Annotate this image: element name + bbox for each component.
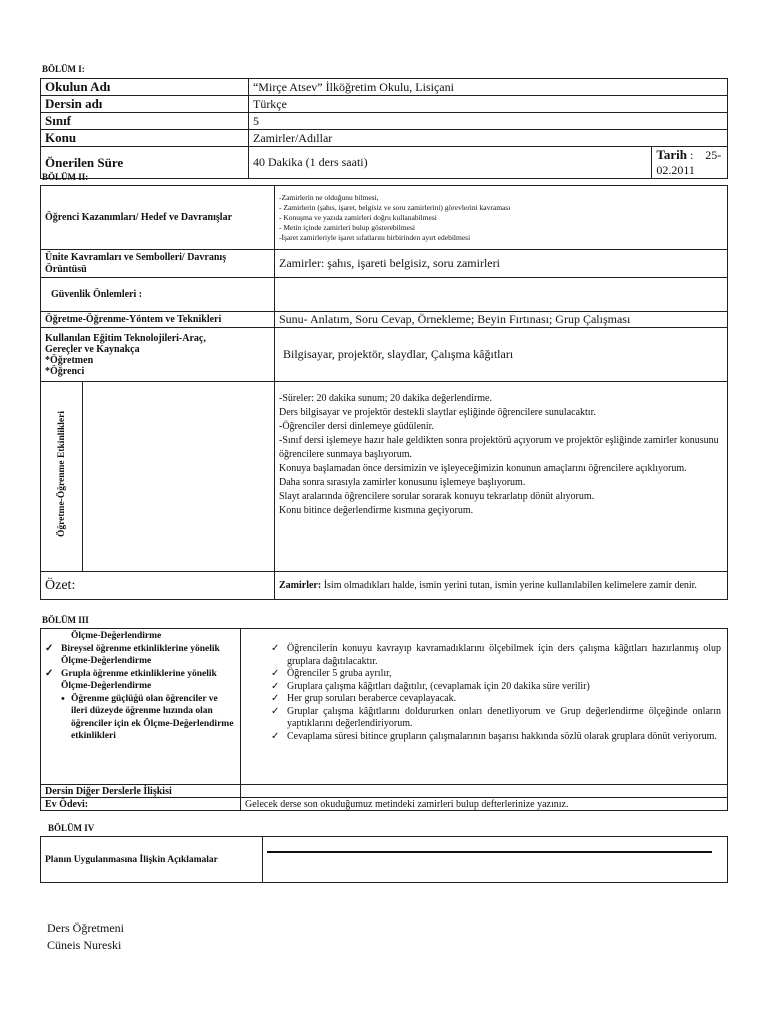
duration-row: [41, 147, 728, 179]
evaluation-step: ✓ Her grup soruları beraberce cevaplayacak.: [271, 693, 721, 706]
gains-label: Öğrenci Kazanımları/ Hedef ve Davranışlar: [41, 186, 275, 250]
summary-row: [41, 572, 728, 600]
activities-row: [41, 382, 728, 572]
evaluation-step: ✓ Cevaplama süresi bitince grupların çalışmalarının başarısı hakkında sözlü olarak gruplara dönüt veriyorum.: [271, 731, 721, 744]
date-cell: Tarih : 25-02.2011: [652, 147, 728, 179]
evaluation-steps: [271, 643, 721, 743]
date-value: 25-02.2011: [656, 148, 722, 177]
concepts-row: [41, 250, 728, 278]
activity-line: -Sınıf dersi işlemeye hazır hale geldikten sonra projektörü açıyorum ve projektör eşliğinde zamirler konusunu öğrencilere sunmaya başlıyorum.: [279, 435, 719, 460]
gains-list: [275, 186, 728, 250]
course-value: Türkçe: [248, 96, 727, 113]
section-3-table: [40, 628, 728, 811]
section-2-table: [40, 185, 728, 600]
activities-text: [275, 382, 728, 572]
materials-label-line: *Öğretmen: [45, 354, 94, 366]
evaluation-check-item: ✓ Grupla öğrenme etkinliklerine yönelik Ölçme-Değerlendirme: [45, 668, 236, 693]
summary-label: Özet: [45, 577, 72, 593]
materials-label: [41, 328, 275, 382]
summary-text-cell: [275, 572, 728, 600]
duration-label: Önerilen Süre: [41, 147, 249, 179]
signature-role: Ders Öğretmeni: [47, 921, 124, 935]
school-value: “Mirçe Atsev” İlköğretim Okulu, Lisiçani: [248, 79, 727, 96]
evaluation-heading: Ölçme-Değerlendirme: [71, 631, 162, 641]
evaluation-bullets: [45, 693, 236, 743]
section-1-table: [40, 78, 728, 179]
activity-line: -Süreler: 20 dakika sunum; 20 dakika değerlendirme.: [279, 393, 492, 404]
safety-label: Güvenlik Önlemleri :: [41, 278, 275, 312]
topic-row: [41, 130, 728, 147]
activities-spacer: [83, 382, 275, 572]
activity-line: Slayt aralarında öğrencilere sorular sorarak konuyu tekrarlatıp dönüt alıyorum.: [279, 491, 595, 502]
grade-row: [41, 113, 728, 130]
evaluation-step: ✓ Gruplar çalışma kâğıtlarını doldururken onları denetliyorum ve Grup değerlendirme ölçeğinde onların yaptıklarını değerlendiriyorum.: [271, 706, 721, 731]
evaluation-row: [41, 629, 728, 785]
section-4-table: [40, 836, 728, 883]
safety-value: [275, 278, 728, 312]
activity-line: Daha sonra sırasıyla zamirler konusunu işlemeye başlıyorum.: [279, 477, 526, 488]
materials-label-line: Gereçler ve Kaynakça: [45, 343, 140, 355]
course-label: Dersin adı: [41, 96, 249, 113]
relation-row: [41, 785, 728, 798]
section-3-title: BÖLÜM III: [42, 615, 89, 625]
evaluation-check-item: ✓ Bireysel öğrenme etkinliklerine yönelik Ölçme-Değerlendirme: [45, 643, 236, 668]
evaluation-step: ✓ Öğrenciler 5 gruba ayrılır,: [271, 668, 721, 681]
topic-value: Zamirler/Adıllar: [248, 130, 727, 147]
summary-text: İsim olmadıkları halde, ismin yerini tutan, ismin yerine kullanılabilen kelimelere zamir denir.: [321, 579, 697, 591]
concepts-value: Zamirler: şahıs, işareti belgisiz, soru zamirleri: [275, 250, 728, 278]
plan-notes-label: Planın Uygulanmasına İlişkin Açıklamalar: [41, 837, 263, 883]
plan-notes-line: [267, 851, 712, 853]
safety-row: [41, 278, 728, 312]
materials-row: [41, 328, 728, 382]
signature-name: Cüneis Nureski: [47, 938, 122, 952]
evaluation-step: ✓ Öğrencilerin konuyu kavrayıp kavramadıklarını ölçebilmek için ders çalışma kâğıtları hazırlanmış olup gruplara dağıtılacaktır.: [271, 643, 721, 668]
activity-line: -Öğrenciler dersi dinlemeye güdülenir.: [279, 421, 434, 432]
section-2-title: BÖLÜM II:: [42, 172, 89, 182]
activities-label: Öğretme-Öğrenme Etkinlikleri: [56, 410, 67, 538]
homework-value: Gelecek derse son okuduğumuz metindeki zamirleri bulup defterlerinize yazınız.: [241, 798, 728, 811]
activities-label-cell: [41, 382, 83, 572]
gains-item: - Zamirlerin (şahıs, işaret, belgisiz ve soru zamirlerini) görevlerini kavraması: [279, 202, 511, 212]
grade-label: Sınıf: [41, 113, 249, 130]
gains-item: -İşaret zamirleriyle işaret sıfatlarını birbirinden ayırt edebilmesi: [279, 232, 471, 242]
evaluation-checks: [45, 643, 236, 693]
topic-label: Konu: [41, 130, 249, 147]
plan-notes-value-cell: [263, 837, 728, 883]
gains-row: [41, 186, 728, 250]
methods-value: Sunu- Anlatım, Soru Cevap, Örnekleme; Beyin Fırtınası; Grup Çalışması: [275, 312, 728, 328]
materials-label-line: *Öğrenci: [45, 365, 85, 377]
homework-row: [41, 798, 728, 811]
summary-label-cell: Özet:: [41, 572, 275, 600]
summary-term: Zamirler:: [279, 579, 322, 591]
methods-row: [41, 312, 728, 328]
school-row: [41, 79, 728, 96]
evaluation-left: [41, 629, 241, 785]
evaluation-right: [241, 629, 728, 785]
section-1-title: BÖLÜM I:: [42, 64, 85, 74]
signature-block: [47, 920, 124, 954]
methods-label: Öğretme-Öğrenme-Yöntem ve Teknikleri: [41, 312, 275, 328]
duration-value: 40 Dakika (1 ders saati): [248, 147, 651, 179]
activity-line: Konuya başlamadan önce dersimizin ve işleyeceğimizin konunun amaçlarını öğrencilere açıklıyorum.: [279, 463, 687, 474]
grade-value: 5: [248, 113, 727, 130]
date-label: Tarih: [656, 147, 687, 162]
school-label: Okulun Adı: [41, 79, 249, 96]
gains-item: - Konuşma ve yazıda zamirleri doğru kullanabilmesi: [279, 212, 437, 222]
activity-line: Ders bilgisayar ve projektör destekli slaytlar eşliğinde öğrencilere sunulacaktır.: [279, 407, 596, 418]
relation-value: [241, 785, 728, 798]
materials-label-line: Kullanılan Eğitim Teknolojileri-Araç,: [45, 332, 206, 344]
materials-value: Bilgisayar, projektör, slaydlar, Çalışma kâğıtları: [275, 328, 728, 382]
relation-label: Dersin Diğer Derslerle İlişkisi: [41, 785, 241, 798]
plan-notes-row: [41, 837, 728, 883]
gains-item: - Metin içinde zamirleri bulup gösterebilmesi: [279, 222, 416, 232]
section-4-title: BÖLÜM IV: [48, 823, 95, 833]
homework-label: Ev Ödevi:: [41, 798, 241, 811]
gains-item: -Zamirlerin ne olduğunu bilmesi,: [279, 192, 379, 202]
evaluation-step: ✓ Gruplara çalışma kâğıtları dağıtılır, (cevaplamak için 20 dakika süre verilir): [271, 681, 721, 694]
course-row: [41, 96, 728, 113]
evaluation-bullet-item: • Öğrenme güçlüğü olan öğrenciler ve ileri düzeyde öğrenme hızında olan öğrenciler için ek Ölçme-Değerlendirme etkinlikleri: [55, 693, 236, 743]
activity-line: Konu bitince değerlendirme kısmına geçiyorum.: [279, 505, 474, 516]
concepts-label: Ünite Kavramları ve Sembolleri/ Davranış Örüntüsü: [41, 250, 275, 278]
